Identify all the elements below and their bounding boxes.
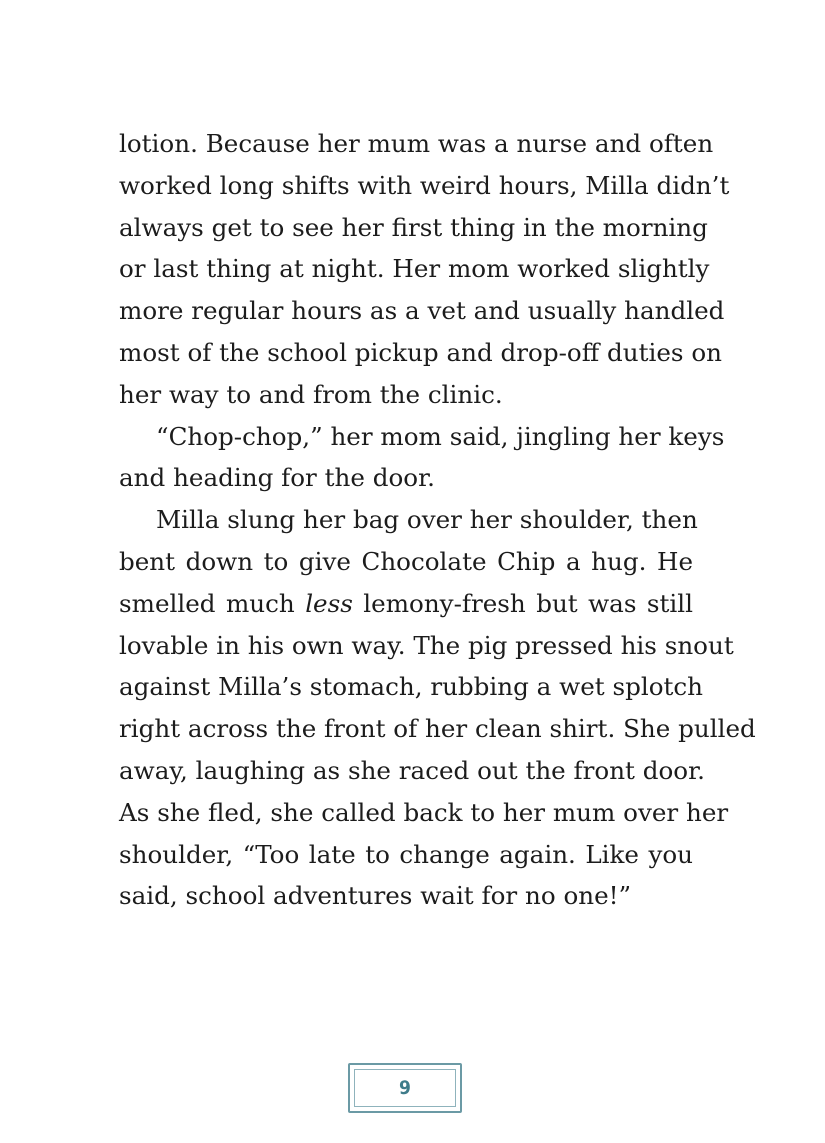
text-line-with-emphasis bbox=[119, 583, 693, 625]
text-line: away, laughing as she raced out the front door. bbox=[119, 755, 705, 785]
text-line: or last thing at night. Her mom worked slightly bbox=[119, 254, 710, 284]
text-line: against Milla’s stomach, rubbing a wet splotch bbox=[119, 672, 704, 702]
text-line: more regular hours as a vet and usually handled bbox=[119, 296, 725, 326]
text-line: shoulder, “Too late to change again. Like you bbox=[119, 839, 693, 869]
text-line: always get to see her first thing in the morning bbox=[119, 212, 708, 242]
text-line: lotion. Because her mum was a nurse and often bbox=[119, 129, 714, 158]
text-line: Milla slung her bag over her shoulder, then bbox=[156, 505, 698, 535]
text-line: “Chop-chop,” her mom said, jingling her keys bbox=[156, 421, 725, 451]
text-segment: lemony-fresh but was still bbox=[363, 588, 693, 618]
text-line: her way to and from the clinic. bbox=[119, 379, 503, 409]
page-number: 9 bbox=[399, 1077, 411, 1099]
text-line: As she fled, she called back to her mum over her bbox=[119, 797, 729, 827]
text-line: most of the school pickup and drop-off duties on bbox=[119, 337, 722, 367]
emphasis-word: less bbox=[305, 588, 353, 618]
text-line: worked long shifts with weird hours, Milla didn’t bbox=[119, 170, 730, 200]
text-segment: smelled much bbox=[119, 588, 295, 618]
text-line: bent down to give Chocolate Chip a hug. He bbox=[119, 546, 693, 576]
text-line: right across the front of her clean shirt. She pulled bbox=[119, 714, 756, 744]
text-line: and heading for the door. bbox=[119, 463, 435, 493]
page-number-frame bbox=[348, 1063, 462, 1113]
text-line: lovable in his own way. The pig pressed his snout bbox=[119, 630, 734, 660]
text-line: said, school adventures wait for no one!” bbox=[119, 881, 632, 911]
body-text bbox=[119, 123, 756, 917]
